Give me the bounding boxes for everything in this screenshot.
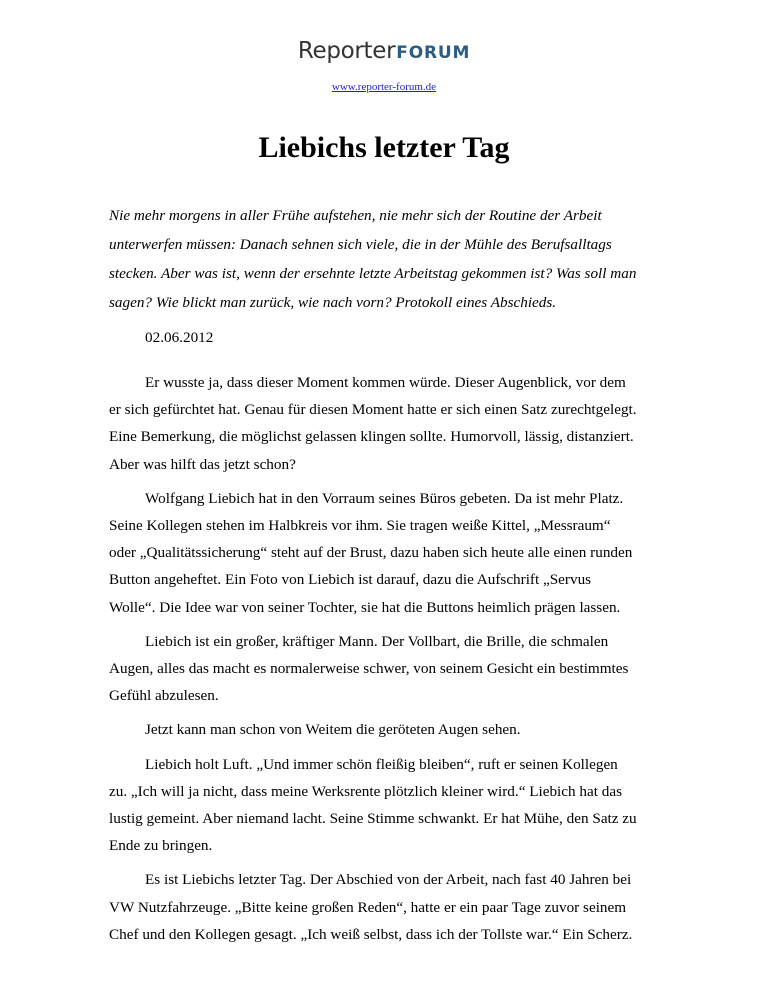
paragraph-line: Ende zu bringen. bbox=[109, 837, 213, 855]
paragraph-line: Jetzt kann man schon von Weitem die geröteten Augen sehen. bbox=[145, 721, 521, 739]
article-date: 02.06.2012 bbox=[145, 329, 214, 346]
paragraph-line: Eine Bemerkung, die möglichst gelassen klingen sollte. Humorvoll, lässig, distanziert. bbox=[109, 428, 634, 446]
site-url-line bbox=[0, 81, 768, 94]
paragraph-line: VW Nutzfahrzeuge. „Bitte keine großen Reden“, hatte er ein paar Tage zuvor seinem bbox=[109, 898, 627, 916]
paragraph-line: Seine Kollegen stehen im Halbkreis vor ihm. Sie tragen weiße Kittel, „Messraum“ bbox=[109, 517, 611, 535]
paragraph-line: Liebich holt Luft. „Und immer schön fleißig bleiben“, ruft er seinen Kollegen bbox=[145, 755, 618, 773]
logo-reporter-text: Reporter bbox=[297, 38, 396, 64]
paragraph-line: Wolfgang Liebich hat in den Vorraum seines Büros gebeten. Da ist mehr Platz. bbox=[145, 489, 624, 507]
body-paragraph bbox=[109, 716, 661, 743]
paragraph-line: Er wusste ja, dass dieser Moment kommen würde. Dieser Augenblick, vor dem bbox=[145, 374, 626, 391]
paragraph-line: Gefühl abzulesen. bbox=[109, 687, 219, 705]
paragraph-line: zu. „Ich will ja nicht, dass meine Werksrente plötzlich kleiner wird.“ Liebich hat das bbox=[109, 782, 623, 800]
paragraph-line: Augen, alles das macht es normalerweise schwer, von seinem Gesicht ein bestimmtes bbox=[109, 660, 629, 678]
paragraph-line: lustig gemeint. Aber niemand lacht. Seine Stimme schwankt. Er hat Mühe, den Satz zu bbox=[109, 810, 637, 828]
site-header bbox=[0, 40, 768, 63]
paragraph-line: Liebich ist ein großer, kräftiger Mann. Der Vollbart, die Brille, die schmalen bbox=[145, 632, 609, 650]
site-url-link[interactable]: www.reporter-forum.de bbox=[331, 81, 437, 93]
lead-line: stecken. Aber was ist, wenn der ersehnte letzte Arbeitstag gekommen ist? Was soll man bbox=[109, 265, 637, 282]
reporterforum-logo[interactable] bbox=[298, 40, 470, 63]
logo-forum-text: FORUM bbox=[396, 43, 471, 63]
article-body bbox=[109, 369, 661, 955]
body-paragraph bbox=[109, 751, 661, 860]
paragraph-line: Es ist Liebichs letzter Tag. Der Abschied von der Arbeit, nach fast 40 Jahren bei bbox=[145, 871, 632, 889]
paragraph-line: er sich gefürchtet hat. Genau für diesen Moment hatte er sich einen Satz zurechtgelegt. bbox=[109, 401, 637, 419]
paragraph-line: Button angeheftet. Ein Foto von Liebich ist darauf, dazu die Aufschrift „Servus bbox=[109, 571, 592, 589]
article-title: Liebichs letzter Tag bbox=[258, 131, 510, 164]
paragraph-line: oder „Qualitätssicherung“ steht auf der Brust, dazu haben sich heute alle einen runden bbox=[109, 544, 633, 562]
paragraph-line: Chef und den Kollegen gesagt. „Ich weiß selbst, dass ich der Tollste war.“ Ein Scherz. bbox=[109, 925, 633, 943]
body-paragraph bbox=[109, 485, 661, 621]
article-lead bbox=[109, 201, 661, 317]
paragraph-line: Aber was hilft das jetzt schon? bbox=[109, 455, 296, 473]
paragraph-line: Wolle“. Die Idee war von seiner Tochter, sie hat die Buttons heimlich prägen lassen. bbox=[109, 598, 621, 616]
lead-line: unterwerfen müssen: Danach sehnen sich viele, die in der Mühle des Berufsalltags bbox=[109, 236, 612, 253]
lead-line: sagen? Wie blickt man zurück, wie nach vorn? Protokoll eines Abschieds. bbox=[109, 294, 557, 311]
body-paragraph bbox=[109, 866, 661, 948]
body-paragraph bbox=[109, 369, 661, 478]
body-paragraph bbox=[109, 628, 661, 710]
lead-line: Nie mehr morgens in aller Frühe aufstehen, nie mehr sich der Routine der Arbeit bbox=[109, 207, 602, 224]
